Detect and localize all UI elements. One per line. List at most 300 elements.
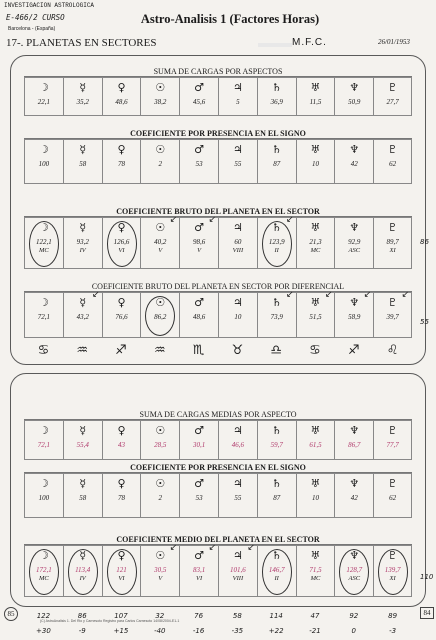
planet-symbol-icon: ☉	[155, 477, 166, 490]
planet-symbol-icon: ♃	[232, 221, 243, 234]
footer-difference-value: 0	[351, 627, 357, 635]
planet-symbol-icon: ♄	[271, 477, 282, 490]
zodiac-sign-icon: ♏	[192, 343, 205, 358]
zodiac-sign-icon: ♐	[115, 343, 127, 358]
planet-symbol-icon: ♆	[349, 81, 360, 94]
planet-value: 2	[158, 160, 163, 168]
footer-difference-value: -40	[154, 627, 166, 635]
planet-value: 100	[38, 494, 50, 502]
planet-cell	[63, 139, 102, 184]
planet-value: 78	[117, 160, 125, 168]
planet-cell	[63, 217, 102, 269]
footer-total-value: 122	[36, 612, 51, 620]
house-sector-label: MC	[310, 575, 321, 582]
planet-cell	[218, 217, 257, 269]
handwritten-check-mark: ↙	[208, 215, 216, 225]
planet-cell	[179, 292, 218, 338]
planet-value: 48,6	[192, 313, 206, 321]
house-sector-label: VI	[118, 575, 125, 582]
house-sector-label: V	[158, 247, 163, 254]
zodiac-sign-icon: ♋	[309, 343, 321, 358]
handwritten-check-mark: ↙	[247, 543, 255, 553]
planet-value: 10	[311, 494, 319, 502]
handwritten-circle-mark	[107, 549, 137, 595]
planet-value: 5	[236, 98, 240, 106]
planet-cell	[24, 420, 63, 460]
planet-cell	[218, 420, 257, 460]
planet-value: 89,7	[386, 238, 399, 246]
planet-value: 77,7	[386, 441, 399, 449]
planet-symbol-icon: ♂	[194, 549, 205, 562]
handwritten-circle-mark	[339, 549, 369, 595]
planet-value: 121	[116, 566, 127, 574]
planet-value: 42	[350, 160, 358, 168]
zodiac-sign-icon: ♒	[76, 343, 89, 358]
planet-value: 11,5	[309, 98, 322, 106]
planet-cell	[102, 77, 141, 116]
planet-symbol-icon: ♃	[232, 549, 243, 562]
section-title: COEFICIENTE MEDIO DEL PLANETA EN EL SECTOR	[24, 534, 412, 545]
zodiac-sign-icon: ♐	[347, 343, 360, 358]
footer-total-value: 89	[388, 612, 398, 620]
zodiac-sign-icon: ♎	[270, 343, 283, 358]
planet-symbol-icon: ♂	[194, 143, 205, 156]
section-title: SUMA DE CARGAS POR ASPECTOS	[24, 66, 412, 77]
planet-value: 48,6	[115, 98, 128, 106]
planet-cell	[102, 420, 141, 460]
handwritten-check-mark: ↙	[401, 290, 409, 300]
planet-value: 83,1	[192, 566, 206, 574]
planet-cell	[24, 77, 63, 116]
planet-symbol-icon: ♇	[387, 296, 398, 309]
subject-name: M.F.C.	[292, 37, 327, 48]
planet-cell	[140, 420, 179, 460]
planet-value: 62	[389, 494, 397, 502]
planet-grid	[24, 473, 412, 518]
planet-cell	[373, 292, 412, 338]
planet-value: 86,2	[154, 313, 167, 321]
planet-symbol-icon: ☉	[155, 143, 166, 156]
planet-cell	[296, 420, 335, 460]
planet-cell	[24, 545, 63, 597]
planet-cell	[257, 292, 296, 338]
planet-symbol-icon: ♃	[232, 81, 243, 94]
planet-symbol-icon: ♀	[117, 424, 126, 437]
planet-cell	[140, 139, 179, 184]
house-sector-label: VIII	[232, 575, 244, 582]
planet-symbol-icon: ♆	[349, 143, 360, 156]
planet-cell	[296, 77, 335, 116]
planet-symbol-icon: ☿	[79, 477, 87, 490]
planet-value: 38,2	[154, 98, 167, 106]
planet-symbol-icon: ♅	[310, 477, 321, 490]
planet-symbol-icon: ♆	[349, 221, 360, 234]
planet-value: 53	[195, 160, 203, 168]
planet-symbol-icon: ♀	[117, 477, 126, 490]
footer-total-value: 47	[310, 612, 320, 620]
planet-value: 50,9	[348, 98, 361, 106]
handwritten-check-mark: ↙	[286, 290, 294, 300]
planet-value: 93,2	[76, 238, 89, 246]
planet-symbol-icon: ♇	[387, 549, 398, 562]
planet-symbol-icon: ♀	[117, 549, 126, 562]
planet-value: 40,2	[154, 238, 167, 246]
planet-value: 86,7	[348, 441, 361, 449]
footer-differences-row	[24, 627, 412, 635]
handwritten-check-mark: ↙	[169, 543, 178, 553]
planet-symbol-icon: ♀	[117, 296, 126, 309]
section-title: COEFICIENTE BRUTO DEL PLANETA EN SECTOR POR DIFERENCIAL	[24, 281, 412, 292]
footer-difference-value: +22	[268, 627, 284, 635]
planet-value: 58	[79, 160, 87, 168]
planet-value: 62	[389, 160, 397, 168]
planet-cell	[257, 139, 296, 184]
planet-symbol-icon: ♀	[117, 221, 126, 234]
planet-symbol-icon: ♀	[117, 81, 126, 94]
planet-value: 92,9	[348, 238, 361, 246]
planet-cell	[102, 473, 141, 518]
planet-symbol-icon: ♇	[387, 477, 398, 490]
planet-symbol-icon: ♃	[232, 477, 243, 490]
planet-cell	[24, 217, 63, 269]
planet-symbol-icon: ♅	[310, 143, 321, 156]
handwritten-course-note: E-466/2 CURSO	[6, 13, 65, 22]
planet-symbol-icon: ♂	[194, 81, 205, 94]
footer-total-value: 86	[77, 612, 87, 620]
planet-cell	[296, 473, 335, 518]
planet-value: 72,1	[37, 441, 51, 449]
planet-grid	[24, 217, 412, 269]
planet-cell	[179, 473, 218, 518]
planet-cell	[179, 217, 218, 269]
planet-value: 72,1	[37, 313, 51, 321]
planet-value: 71,5	[309, 566, 322, 574]
planet-cell	[373, 473, 412, 518]
organization-label: INVESTIGACION ASTROLOGICA	[4, 2, 95, 9]
planet-symbol-icon: ♃	[232, 143, 243, 156]
planet-symbol-icon: ☉	[155, 424, 166, 437]
footer-total-value: 58	[232, 612, 242, 620]
planet-cell	[140, 473, 179, 518]
planet-symbol-icon: ♂	[194, 296, 205, 309]
planet-cell	[373, 139, 412, 184]
planet-cell	[102, 217, 141, 269]
planet-symbol-icon: ♄	[271, 296, 282, 309]
planet-value: 10	[234, 313, 242, 321]
planet-cell	[218, 545, 257, 597]
margin-handwritten-number: 110	[420, 573, 434, 581]
planet-value: 60	[234, 238, 242, 246]
planet-cell	[179, 77, 218, 116]
planet-symbol-icon: ♄	[271, 424, 282, 437]
page-number-right: 84	[420, 607, 434, 619]
planet-symbol-icon: ♅	[310, 81, 321, 94]
handwritten-circle-mark	[29, 549, 59, 595]
planet-value: 2	[158, 494, 163, 502]
planet-grid	[24, 139, 412, 184]
planet-symbol-icon: ♇	[387, 221, 398, 234]
planet-symbol-icon: ♂	[194, 424, 205, 437]
handwritten-check-mark: ↙	[363, 290, 372, 300]
planet-cell	[218, 77, 257, 116]
planet-symbol-icon: ♅	[310, 221, 321, 234]
planet-symbol-icon: ♀	[117, 143, 126, 156]
handwritten-circle-mark	[107, 221, 137, 267]
planet-cell	[24, 139, 63, 184]
margin-handwritten-number: 86	[420, 238, 429, 246]
handwritten-check-mark: ↙	[324, 290, 333, 300]
planet-symbol-icon: ♆	[349, 549, 360, 562]
planet-cell	[24, 473, 63, 518]
planet-value: 58,9	[348, 313, 361, 321]
planet-value: 126,6	[113, 238, 130, 246]
planet-cell	[140, 545, 179, 597]
page-subtitle: 17-. PLANETAS EN SECTORES	[6, 37, 157, 49]
zodiac-sign-icon: ♋	[37, 343, 50, 358]
planet-cell	[140, 77, 179, 116]
footer-total-value: 76	[194, 612, 204, 620]
section-title: SUMA DE CARGAS MEDIAS POR ASPECTO	[24, 409, 412, 420]
planet-symbol-icon: ♃	[232, 424, 243, 437]
page-title: Astro-Analisis 1 (Factores Horas)	[140, 12, 320, 26]
planet-cell	[102, 139, 141, 184]
planet-symbol-icon: ♆	[349, 477, 360, 490]
planet-symbol-icon: ☽	[38, 477, 49, 490]
planet-value: 87	[273, 160, 281, 168]
planet-symbol-icon: ☿	[79, 143, 87, 156]
planet-symbol-icon: ☉	[155, 549, 166, 562]
planet-cell	[334, 473, 373, 518]
planet-cell	[179, 139, 218, 184]
planet-cell	[102, 545, 141, 597]
planet-value: 61,5	[309, 441, 322, 449]
planet-value: 46,6	[231, 441, 245, 449]
planet-value: 39,7	[386, 313, 399, 321]
planet-cell	[24, 292, 63, 338]
footer-difference-value: +15	[113, 627, 129, 635]
footer-difference-value: -21	[309, 627, 321, 635]
house-sector-label: II	[274, 575, 279, 582]
zodiac-signs-row	[24, 343, 412, 358]
planet-value: 128,7	[346, 566, 363, 574]
planet-cell	[373, 217, 412, 269]
planet-cell	[373, 77, 412, 116]
planet-symbol-icon: ♄	[271, 221, 282, 234]
footer-difference-value: -35	[231, 627, 244, 635]
house-sector-label: V	[197, 247, 202, 254]
redaction-bar	[258, 43, 292, 47]
planet-symbol-icon: ☽	[38, 221, 49, 234]
planet-symbol-icon: ♅	[310, 549, 321, 562]
house-sector-label: IV	[79, 575, 86, 582]
footer-total-value: 114	[269, 612, 283, 620]
planet-symbol-icon: ♄	[271, 81, 282, 94]
house-sector-label: MC	[39, 575, 49, 582]
planet-cell	[257, 420, 296, 460]
planet-value: 100	[38, 160, 50, 168]
house-sector-label: ASC	[348, 247, 361, 254]
planet-value: 36,9	[270, 98, 283, 106]
planet-cell	[296, 217, 335, 269]
planet-cell	[63, 77, 102, 116]
planet-symbol-icon: ☽	[38, 549, 49, 562]
planet-value: 146,7	[268, 566, 285, 574]
footer-difference-value: -3	[389, 627, 397, 635]
planet-cell	[257, 545, 296, 597]
planet-value: 73,9	[270, 313, 283, 321]
planet-symbol-icon: ♂	[194, 221, 205, 234]
planet-value: 87	[273, 494, 281, 502]
planet-symbol-icon: ☽	[38, 424, 49, 437]
planet-cell	[257, 77, 296, 116]
house-sector-label: MC	[310, 247, 321, 254]
planet-cell	[334, 545, 373, 597]
planet-value: 59,7	[270, 441, 283, 449]
planet-symbol-icon: ☽	[38, 143, 49, 156]
planet-cell	[218, 292, 257, 338]
zodiac-sign-icon: ♒	[153, 343, 166, 358]
handwritten-circle-mark	[262, 549, 292, 595]
footer-total-value: 32	[155, 612, 165, 620]
planet-symbol-icon: ♇	[387, 424, 398, 437]
planet-symbol-icon: ☿	[79, 424, 87, 437]
planet-cell	[373, 545, 412, 597]
planet-symbol-icon: ☉	[155, 296, 166, 309]
planet-symbol-icon: ☿	[79, 221, 87, 234]
house-sector-label: ASC	[348, 575, 361, 582]
planet-symbol-icon: ♆	[349, 296, 360, 309]
footer-difference-value: -16	[192, 627, 205, 635]
planet-value: 78	[117, 494, 125, 502]
planet-cell	[102, 292, 141, 338]
footer-difference-value: +30	[36, 627, 51, 635]
planet-cell	[218, 473, 257, 518]
planet-cell	[334, 139, 373, 184]
handwritten-circle-mark	[68, 549, 98, 595]
planet-value: 51,5	[309, 313, 322, 321]
house-sector-label: VIII	[232, 247, 244, 254]
handwritten-check-mark: ↙	[286, 215, 294, 225]
handwritten-circle-mark	[145, 296, 175, 336]
margin-handwritten-number: 55	[420, 318, 429, 326]
house-sector-label: MC	[39, 247, 49, 254]
planet-value: 123,9	[268, 238, 285, 246]
handwritten-circle-mark	[29, 221, 59, 267]
planet-value: 122,1	[36, 238, 52, 246]
planet-cell	[257, 473, 296, 518]
planet-cell	[63, 545, 102, 597]
planet-value: 139,7	[384, 566, 401, 574]
planet-value: 76,6	[115, 313, 128, 321]
planet-symbol-icon: ♂	[194, 477, 205, 490]
planet-symbol-icon: ♅	[310, 424, 321, 437]
planet-value: 10	[311, 160, 319, 168]
planet-cell	[334, 420, 373, 460]
handwritten-check-mark: ↙	[208, 543, 216, 553]
planet-value: 42	[350, 494, 358, 502]
handwritten-circle-mark	[378, 549, 408, 595]
planet-symbol-icon: ♃	[232, 296, 243, 309]
handwritten-check-mark: ↙	[92, 290, 100, 300]
planet-cell	[373, 420, 412, 460]
planet-cell	[257, 217, 296, 269]
planet-symbol-icon: ☽	[38, 296, 49, 309]
planet-value: 27,7	[386, 98, 399, 106]
planet-value: 30,5	[154, 566, 167, 574]
planet-symbol-icon: ♇	[387, 143, 398, 156]
planet-symbol-icon: ♅	[310, 296, 321, 309]
planet-cell	[63, 420, 102, 460]
planet-cell	[334, 292, 373, 338]
handwritten-circle-mark	[262, 221, 292, 267]
section-title: COEFICIENTE BRUTO DEL PLANETA EN EL SECTOR	[24, 206, 412, 217]
planet-grid	[24, 545, 412, 597]
planet-cell	[296, 545, 335, 597]
planet-value: 22,1	[37, 98, 51, 106]
planet-symbol-icon: ☉	[155, 221, 166, 234]
house-sector-label: V	[158, 575, 163, 582]
planet-symbol-icon: ♆	[349, 424, 360, 437]
planet-value: 45,6	[192, 98, 206, 106]
planet-value: 55	[234, 494, 242, 502]
planet-cell	[140, 217, 179, 269]
planet-value: 113,4	[75, 566, 91, 574]
planet-grid	[24, 77, 412, 116]
planet-value: 53	[195, 494, 203, 502]
footer-total-value: 92	[349, 612, 359, 620]
planet-cell	[140, 292, 179, 338]
planet-cell	[63, 292, 102, 338]
planet-cell	[296, 292, 335, 338]
planet-value: 30,1	[192, 441, 206, 449]
planet-value: 28,5	[154, 441, 167, 449]
house-sector-label: VI	[118, 247, 125, 254]
planet-symbol-icon: ☉	[155, 81, 166, 94]
page-number-left: 85	[4, 607, 18, 621]
planet-cell	[218, 139, 257, 184]
planet-symbol-icon: ☿	[79, 296, 87, 309]
house-sector-label: VI	[196, 575, 203, 582]
zodiac-sign-icon: ♉	[231, 343, 244, 358]
planet-value: 55,4	[76, 441, 89, 449]
footer-total-value: 107	[114, 612, 128, 620]
house-sector-label: II	[274, 247, 279, 254]
planet-symbol-icon: ☽	[38, 81, 49, 94]
planet-value: 101,6	[230, 566, 246, 574]
handwritten-check-mark: ↙	[169, 215, 178, 225]
planet-cell	[179, 420, 218, 460]
planet-value: 21,3	[309, 238, 322, 246]
house-sector-label: XI	[389, 247, 396, 254]
house-sector-label: XI	[389, 575, 396, 582]
planet-cell	[63, 473, 102, 518]
planet-cell	[179, 545, 218, 597]
planet-cell	[334, 77, 373, 116]
planet-value: 55	[234, 160, 242, 168]
section-title: COEFICIENTE POR PRESENCIA EN EL SIGNO	[24, 462, 412, 473]
planet-value: 35,2	[76, 98, 89, 106]
planet-value: 98,6	[192, 238, 206, 246]
house-sector-label: IV	[79, 247, 86, 254]
section-title: COEFICIENTE POR PRESENCIA EN EL SIGNO	[24, 128, 412, 139]
planet-value: 43	[117, 441, 125, 449]
zodiac-sign-icon: ♌	[386, 343, 399, 358]
planet-symbol-icon: ♇	[387, 81, 398, 94]
copyright-footnote: (C) AstroAnalisis 1. Del Rio y Carnesoto Registro para Carlos Carnesoto 14/08/2004-E1-1	[40, 619, 180, 623]
planet-symbol-icon: ☿	[79, 81, 87, 94]
planet-value: 58	[79, 494, 87, 502]
planet-grid	[24, 420, 412, 460]
